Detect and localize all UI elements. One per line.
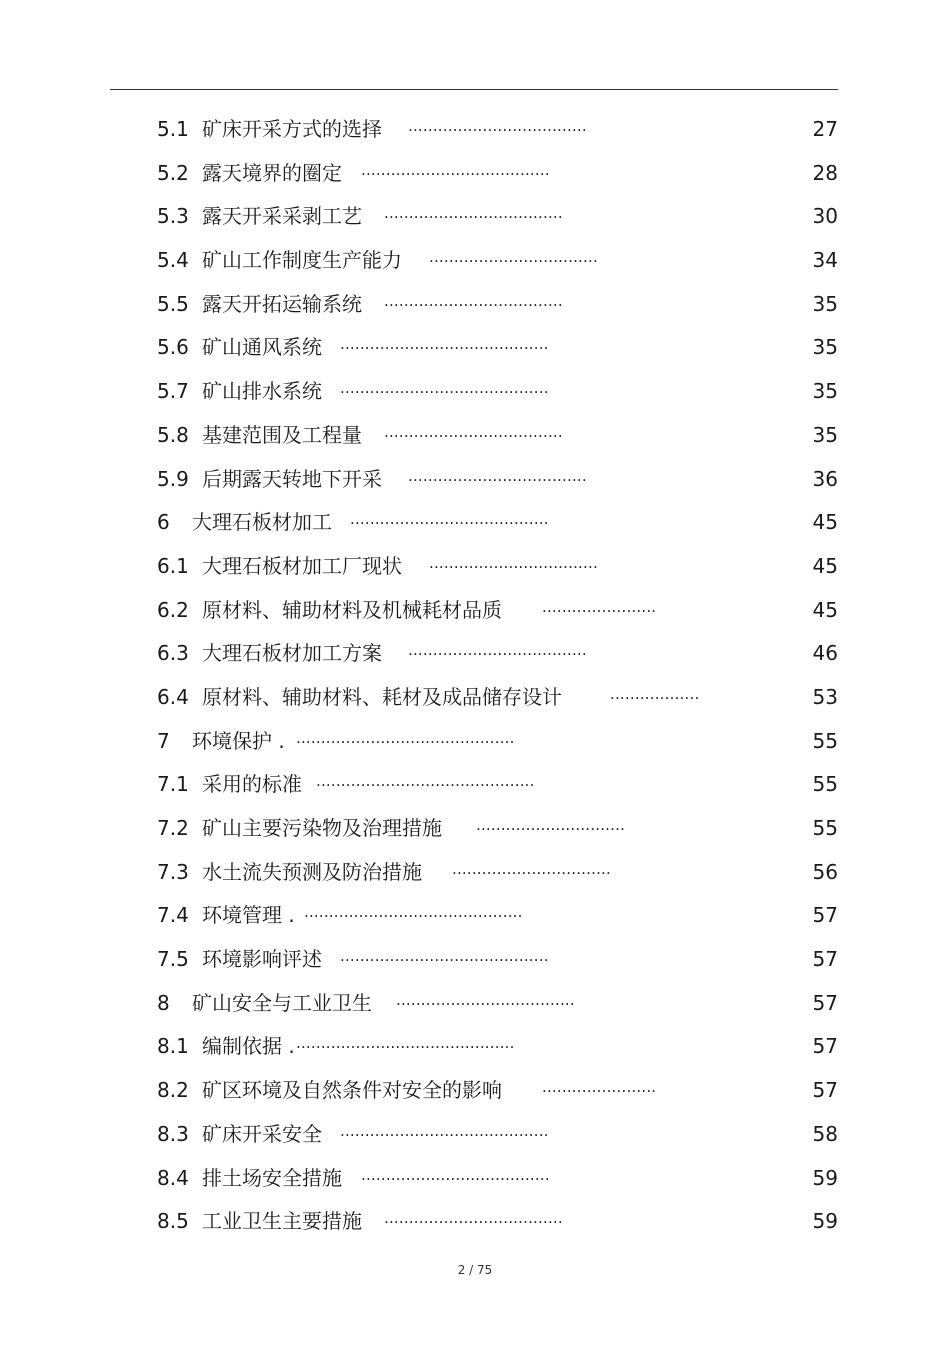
toc-entry-title: 排土场安全措施 (202, 1165, 342, 1190)
toc-entry-number: 6.2 (157, 597, 189, 622)
toc-entry-number: 6.3 (157, 641, 189, 666)
toc-entry-title: 采用的标准 (202, 772, 302, 797)
toc-entry-number: 7.2 (157, 816, 189, 840)
toc-entry-page-number: 35 (812, 291, 838, 316)
toc-entry-title: 后期露天转地下开采 (202, 466, 382, 491)
toc-entry-number: 5.9 (157, 466, 189, 491)
toc-entry-page-number: 27 (812, 117, 838, 141)
toc-entry[interactable] (0, 1069, 950, 1113)
toc-entry-title: 露天开拓运输系统 (202, 291, 362, 316)
toc-entry-page-number: 57 (812, 947, 838, 972)
toc-dot-leader: ............................................ (316, 772, 535, 791)
toc-entry-number: 5.3 (157, 204, 189, 229)
toc-dot-leader: ............................................ (304, 903, 523, 922)
toc-entry-page-number: 30 (812, 204, 838, 229)
toc-entry-page-number: 55 (812, 728, 838, 753)
toc-dot-leader: ...................................... (361, 160, 550, 179)
toc-dot-leader: .................................. (429, 248, 598, 267)
toc-entry-number: 6 (157, 510, 170, 535)
toc-dot-leader: .................................. (429, 553, 598, 572)
toc-entry-number: 7.1 (157, 772, 189, 797)
toc-entry-title: 矿山主要污染物及治理措施 (202, 816, 442, 840)
toc-entry-title: 环境保护 . (192, 728, 285, 753)
toc-entry-title: 环境影响评述 (202, 947, 322, 972)
toc-entry[interactable] (0, 414, 950, 458)
toc-entry-number: 5.4 (157, 248, 189, 273)
toc-dot-leader: .................................... (384, 204, 563, 223)
toc-entry-page-number: 35 (812, 422, 838, 447)
toc-entry-page-number: 35 (812, 379, 838, 404)
toc-entry-number: 8.2 (157, 1078, 189, 1103)
toc-entry-page-number: 28 (812, 160, 838, 185)
toc-entry[interactable] (0, 894, 950, 938)
page-indicator: 2 / 75 (457, 1263, 493, 1277)
toc-entry-number: 5.8 (157, 422, 189, 447)
toc-entry-page-number: 55 (812, 816, 838, 840)
toc-dot-leader: ........................................ (350, 510, 549, 529)
toc-entry-number: 7.3 (157, 859, 189, 884)
toc-entry-page-number: 35 (812, 335, 838, 360)
toc-entry[interactable] (0, 720, 950, 764)
toc-entry-title: 矿山工作制度生产能力 (202, 248, 402, 273)
toc-entry-page-number: 45 (812, 510, 838, 535)
toc-entry[interactable] (0, 1157, 950, 1201)
toc-dot-leader: .............................. (476, 816, 626, 834)
toc-entry-title: 编制依据 . (202, 1034, 295, 1059)
toc-entry-title: 矿床开采安全 (202, 1121, 322, 1146)
toc-entry-title: 矿区环境及自然条件对安全的影响 (202, 1078, 502, 1103)
toc-entry-title: 工业卫生主要措施 (202, 1209, 362, 1234)
toc-entry-number: 6.4 (157, 684, 189, 709)
toc-entry-page-number: 53 (812, 684, 838, 709)
toc-entry-title: 矿床开采方式的选择 (202, 117, 382, 141)
toc-entry-page-number: 45 (812, 597, 838, 622)
toc-entry-title: 大理石板材加工厂现状 (202, 553, 402, 578)
toc-entry[interactable] (0, 807, 950, 851)
toc-entry[interactable] (0, 982, 950, 1026)
toc-entry-number: 5.6 (157, 335, 189, 360)
toc-entry[interactable] (0, 676, 950, 720)
toc-entry-page-number: 57 (812, 1034, 838, 1059)
toc-entry[interactable] (0, 763, 950, 807)
toc-dot-leader: .................................... (408, 117, 587, 135)
toc-entry[interactable] (0, 152, 950, 196)
toc-dot-leader: .......................................... (340, 947, 549, 966)
toc-entry-title: 原材料、辅助材料及机械耗材品质 (202, 597, 502, 622)
toc-dot-leader: ................................ (452, 859, 611, 878)
toc-entry[interactable] (0, 239, 950, 283)
toc-entry[interactable] (0, 326, 950, 370)
toc-entry-number: 5.5 (157, 291, 189, 316)
toc-entry-number: 8.5 (157, 1209, 189, 1234)
toc-dot-leader: ....................... (542, 597, 657, 616)
toc-dot-leader: ...................................... (361, 1165, 550, 1184)
toc-entry-title: 露天开采采剥工艺 (202, 204, 362, 229)
toc-entry[interactable] (0, 458, 950, 502)
toc-entry-page-number: 46 (812, 641, 838, 666)
toc-entry-number: 5.7 (157, 379, 189, 404)
table-of-contents (0, 108, 950, 1244)
toc-dot-leader: .................................... (408, 641, 587, 660)
toc-entry-number: 7.4 (157, 903, 189, 928)
toc-entry-number: 7.5 (157, 947, 189, 972)
toc-entry-number: 5.1 (157, 117, 189, 141)
toc-entry-title: 矿山排水系统 (202, 379, 322, 404)
toc-entry-number: 5.2 (157, 160, 189, 185)
toc-entry-title: 大理石板材加工方案 (202, 641, 382, 666)
toc-entry-page-number: 36 (812, 466, 838, 491)
toc-entry[interactable] (0, 370, 950, 414)
toc-entry-page-number: 56 (812, 859, 838, 884)
toc-entry-number: 7 (157, 728, 170, 753)
toc-entry-title: 矿山安全与工业卫生 (192, 990, 372, 1015)
toc-entry-title: 水土流失预测及防治措施 (202, 859, 422, 884)
toc-entry-page-number: 45 (812, 553, 838, 578)
toc-entry-page-number: 57 (812, 1078, 838, 1103)
toc-entry-number: 8.4 (157, 1165, 189, 1190)
toc-entry[interactable] (0, 632, 950, 676)
toc-dot-leader: ....................... (542, 1078, 657, 1097)
toc-dot-leader: .................................... (396, 990, 575, 1009)
toc-dot-leader: .................................... (384, 422, 563, 441)
toc-entry-page-number: 59 (812, 1165, 838, 1190)
toc-entry-page-number: 57 (812, 903, 838, 928)
toc-entry[interactable] (0, 1200, 950, 1244)
toc-entry-number: 8.3 (157, 1121, 189, 1146)
toc-entry-title: 大理石板材加工 (192, 510, 332, 535)
toc-dot-leader: ............................................ (296, 728, 515, 747)
toc-entry-title: 矿山通风系统 (202, 335, 322, 360)
toc-dot-leader: .......................................... (340, 379, 549, 398)
toc-dot-leader: .................................... (408, 466, 587, 485)
toc-entry[interactable] (0, 283, 950, 327)
toc-dot-leader: .......................................... (340, 335, 549, 354)
toc-entry-page-number: 58 (812, 1121, 838, 1146)
toc-entry-page-number: 57 (812, 990, 838, 1015)
toc-entry-page-number: 55 (812, 772, 838, 797)
toc-entry-title: 基建范围及工程量 (202, 422, 362, 447)
toc-entry-number: 6.1 (157, 553, 189, 578)
toc-entry[interactable] (0, 545, 950, 589)
toc-entry[interactable] (0, 1113, 950, 1157)
toc-dot-leader: .......................................... (340, 1121, 549, 1140)
toc-entry[interactable] (0, 501, 950, 545)
toc-entry-title: 原材料、辅助材料、耗材及成品储存设计 (202, 684, 562, 709)
toc-entry-page-number: 34 (812, 248, 838, 273)
toc-entry-number: 8.1 (157, 1034, 189, 1059)
header-rule (110, 89, 838, 90)
toc-dot-leader: .................. (610, 684, 700, 703)
toc-dot-leader: .................................... (384, 291, 563, 310)
toc-entry[interactable] (0, 108, 950, 152)
toc-entry-title: 露天境界的圈定 (202, 160, 342, 185)
toc-entry[interactable] (0, 195, 950, 239)
toc-entry-page-number: 59 (812, 1209, 838, 1234)
toc-dot-leader: ............................................ (296, 1034, 515, 1053)
toc-entry[interactable] (0, 589, 950, 633)
toc-entry[interactable] (0, 938, 950, 982)
toc-entry[interactable] (0, 851, 950, 895)
toc-entry-title: 环境管理 . (202, 903, 295, 928)
toc-entry[interactable] (0, 1025, 950, 1069)
toc-entry-number: 8 (157, 990, 170, 1015)
toc-dot-leader: .................................... (384, 1209, 563, 1228)
